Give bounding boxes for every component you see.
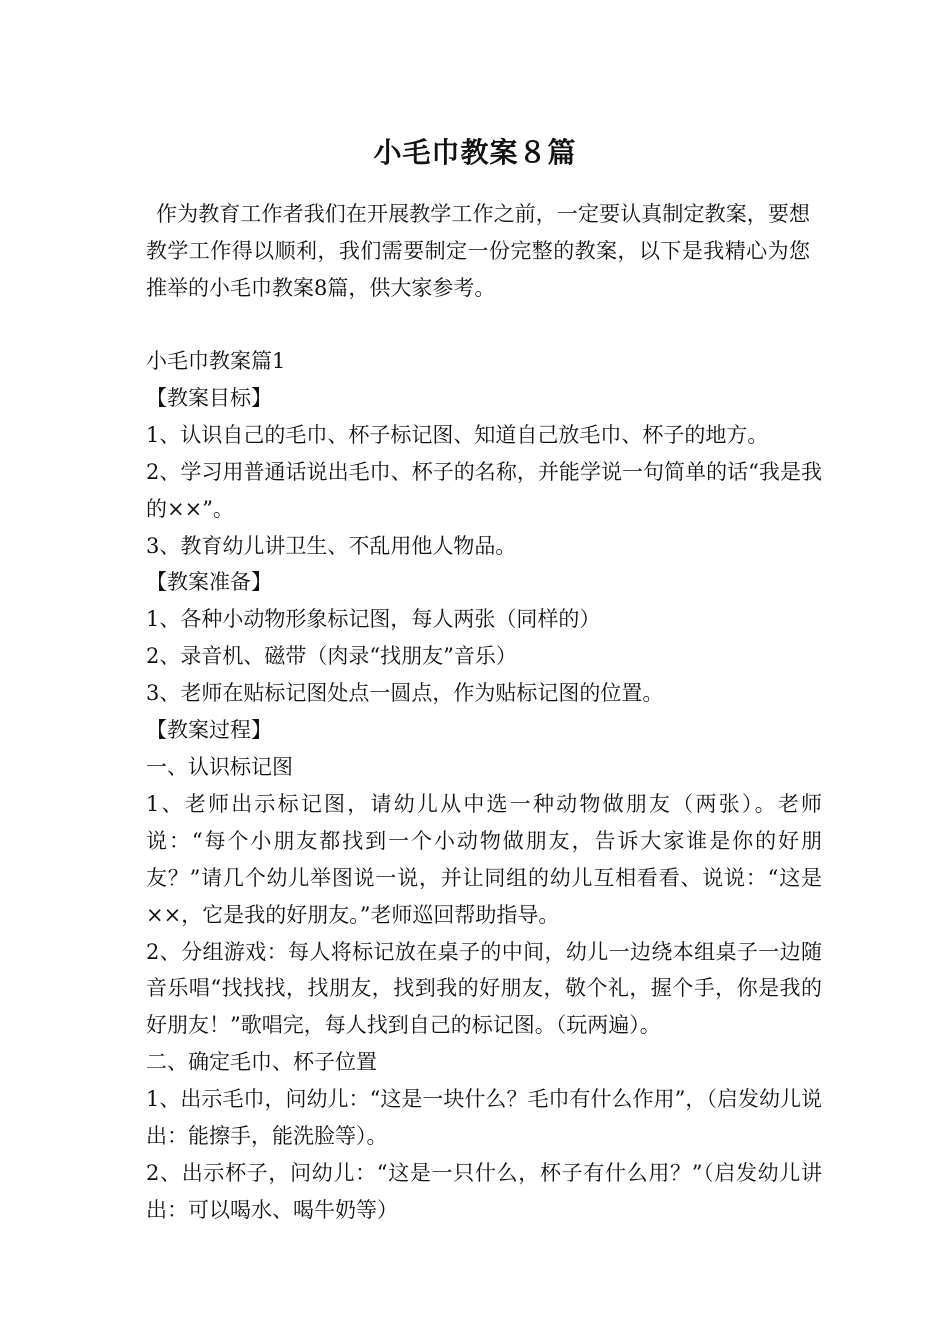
process-step-1-heading: 一、认识标记图 [146, 754, 293, 779]
section-heading-lesson-1: 小毛巾教案篇1 [146, 349, 286, 373]
preparation-item-3: 3、老师在贴标记图处点一圆点，作为贴标记图的位置。 [146, 681, 664, 706]
document-body [146, 343, 822, 1229]
process-step-2-item-1: 1、出示毛巾，问幼儿：“这是一块什么？毛巾有什么作用”，（启发幼儿说出：能擦手，能洗脸等）。 [146, 1087, 822, 1149]
goal-item-1: 1、认识自己的毛巾、杯子标记图、知道自己放毛巾、杯子的地方。 [146, 422, 769, 447]
heading-process: 【教案过程】 [146, 718, 272, 743]
process-step-2-heading: 二、确定毛巾、杯子位置 [146, 1050, 377, 1075]
heading-preparation: 【教案准备】 [146, 570, 272, 595]
process-step-1-item-2: 2、分组游戏：每人将标记放在桌子的中间，幼儿一边绕本组桌子一边随音乐唱“找找找，找朋友，找到我的好朋友，敬个礼，握个手，你是我的好朋友！”歌唱完，每人找到自己的标记图。（玩两遍）。 [146, 939, 822, 1038]
preparation-item-1: 1、各种小动物形象标记图，每人两张（同样的） [146, 607, 601, 632]
goal-item-3: 3、教育幼儿讲卫生、不乱用他人物品。 [146, 533, 517, 558]
process-step-2-item-2: 2、出示杯子，问幼儿：“这是一只什么，杯子有什么用？”（启发幼儿讲出：可以喝水、喝牛奶等） [146, 1160, 822, 1222]
process-step-1-item-1: 1、老师出示标记图，请幼儿从中选一种动物做朋友（两张）。老师说：“每个小朋友都找到一个小动物做朋友，告诉大家谁是你的好朋友？”请几个幼儿举图说一说，并让同组的幼儿互相看看、说说：“这是××，它是我的好朋友。”老师巡回帮助指导。 [146, 791, 822, 927]
intro-paragraph: 作为教育工作者我们在开展教学工作之前，一定要认真制定教案，要想教学工作得以顺利，我们需要制定一份完整的教案，以下是我精心为您推举的小毛巾教案8篇，供大家参考。 [146, 202, 810, 300]
goal-item-2: 2、学习用普通话说出毛巾、杯子的名称，并能学说一句简单的话“我是我的××”。 [146, 459, 822, 521]
heading-goals: 【教案目标】 [146, 385, 272, 410]
preparation-item-2: 2、录音机、磁带（肉录“找朋友”音乐） [146, 644, 517, 669]
document-title: 小毛巾教案８篇 [373, 136, 577, 169]
